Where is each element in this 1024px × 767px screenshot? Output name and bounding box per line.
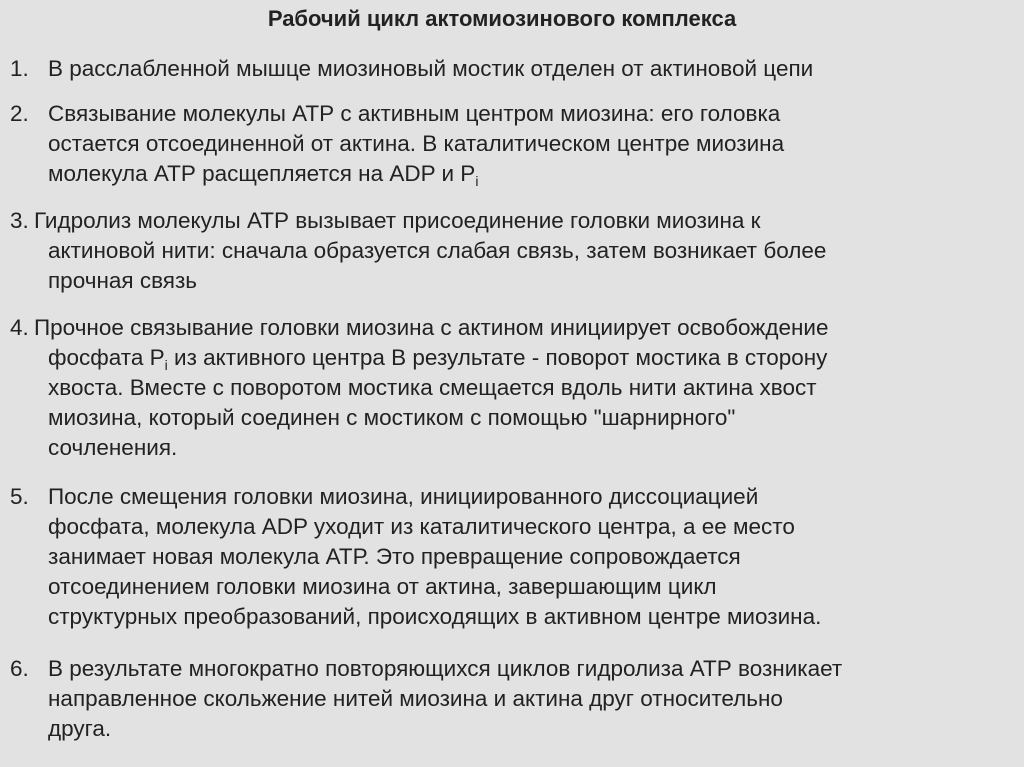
step-text-line: Гидролиз молекулы АТР вызывает присоединение головки миозина к bbox=[34, 208, 761, 233]
step-text-line: друга. bbox=[48, 716, 112, 741]
step-item-3 bbox=[0, 206, 1000, 296]
step-text-line-with-subscript bbox=[48, 159, 1024, 189]
step-number: 3. bbox=[10, 208, 29, 233]
step-item-5 bbox=[0, 482, 1000, 632]
step-text-line: Прочное связывание головки миозина с актином инициирует освобождение bbox=[34, 315, 829, 340]
step-text-line: В расслабленной мышце миозиновый мостик отделен от актиновой цепи bbox=[48, 56, 814, 81]
step-number: 5. bbox=[10, 484, 29, 509]
step-item-4 bbox=[0, 313, 1000, 463]
step-number: 4. bbox=[10, 315, 29, 340]
step-item-1 bbox=[0, 54, 1000, 84]
step-text: фосфата P bbox=[48, 345, 165, 370]
step-item-6 bbox=[0, 654, 1000, 744]
step-text-line: актиновой нити: сначала образуется слабая связь, затем возникает более bbox=[48, 238, 827, 263]
step-text-line: Связывание молекулы АТР с активным центром миозина: его головка bbox=[48, 101, 781, 126]
step-text-line: направленное скольжение нитей миозина и актина друг относительно bbox=[48, 686, 783, 711]
step-text-line-with-subscript bbox=[48, 343, 1024, 373]
step-text-line: После смещения головки миозина, инициированного диссоциацией bbox=[48, 484, 759, 509]
step-number: 6. bbox=[10, 656, 29, 681]
step-text-line: миозина, который соединен с мостиком с помощью "шарнирного" bbox=[48, 405, 736, 430]
step-text: молекула АТР расщепляется на ADP и P bbox=[48, 161, 476, 186]
step-number: 2. bbox=[10, 101, 29, 126]
subscript-i: i bbox=[164, 357, 168, 373]
step-text-line: структурных преобразований, происходящих в активном центре миозина. bbox=[48, 604, 822, 629]
step-text: из активного центра В результате - поворот мостика в сторону bbox=[167, 345, 828, 370]
step-text-line: сочленения. bbox=[48, 435, 178, 460]
step-number: 1. bbox=[10, 56, 29, 81]
step-text-line: отсоединением головки миозина от актина, завершающим цикл bbox=[48, 574, 717, 599]
step-text-line: В результате многократно повторяющихся циклов гидролиза АТР возникает bbox=[48, 656, 843, 681]
step-item-2 bbox=[0, 99, 1000, 189]
step-text-line: прочная связь bbox=[48, 268, 197, 293]
step-text-line: остается отсоединенной от актина. В каталитическом центре миозина bbox=[48, 131, 785, 156]
slide-title: Рабочий цикл актомиозинового комплекса bbox=[267, 6, 737, 31]
step-text-line: занимает новая молекула АТР. Это превращение сопровождается bbox=[48, 544, 741, 569]
subscript-i: i bbox=[475, 173, 479, 189]
step-text-line: хвоста. Вместе с поворотом мостика смещается вдоль нити актина хвост bbox=[48, 375, 817, 400]
step-text-line: фосфата, молекула ADP уходит из каталитического центра, а ее место bbox=[48, 514, 795, 539]
